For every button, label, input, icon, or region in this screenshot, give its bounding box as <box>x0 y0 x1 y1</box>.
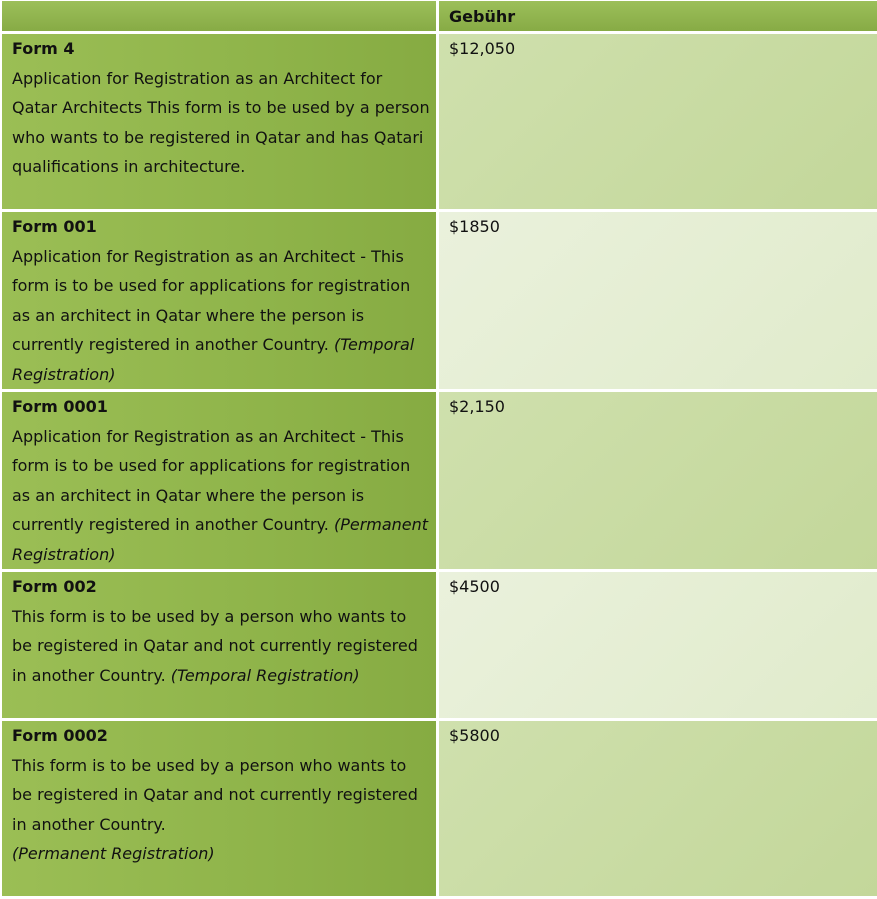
registration-note: (Permanent Registration) <box>12 844 215 863</box>
fee-cell: $12,050 <box>439 34 877 209</box>
description-text: This form is to be used by a person who wants to be registered in Qatar and not currently registered in another Country. <box>12 755 418 834</box>
form-description <box>12 602 430 691</box>
description-text: Application for Registration as an Architect - This form is to be used for applications for registration as an architect in Qatar where the person is currently registered in another Country. <box>12 426 411 534</box>
description-text: Application for Registration as an Architect for Qatar Architects This form is to be used by a person who wants to be registered in Qatar and has Qatari qualifications in architecture. <box>12 68 430 176</box>
fee-cell: $1850 <box>439 212 877 389</box>
description-text: Application for Registration as an Architect - This form is to be used for applications for registration as an architect in Qatar where the person is currently registered in another Country. <box>12 246 411 354</box>
registration-note: (Permanent Registration) <box>12 515 429 564</box>
table-row <box>2 212 877 389</box>
fee-cell: $5800 <box>439 721 877 896</box>
form-cell <box>2 34 436 209</box>
form-column-header <box>2 1 436 31</box>
form-name: Form 0001 <box>12 397 108 416</box>
form-cell <box>2 392 436 569</box>
table-row <box>2 572 877 718</box>
table-row <box>2 392 877 569</box>
form-name: Form 4 <box>12 39 75 58</box>
form-description <box>12 751 430 869</box>
form-name: Form 001 <box>12 217 97 236</box>
form-name: Form 002 <box>12 577 97 596</box>
fee-column-header: Gebühr <box>439 1 877 31</box>
form-cell <box>2 212 436 389</box>
header-row <box>2 1 877 31</box>
form-cell <box>2 721 436 896</box>
table-row <box>2 34 877 209</box>
fee-cell: $4500 <box>439 572 877 718</box>
form-cell <box>2 572 436 718</box>
form-description <box>12 422 430 570</box>
form-description <box>12 64 430 182</box>
table-row <box>2 721 877 896</box>
description-text: This form is to be used by a person who wants to be registered in Qatar and not currently registered in another Country. <box>12 606 418 685</box>
registration-note: (Temporal Registration) <box>170 665 360 685</box>
registration-note: (Temporal Registration) <box>12 335 415 384</box>
form-name: Form 0002 <box>12 726 108 745</box>
fee-cell: $2,150 <box>439 392 877 569</box>
form-description <box>12 242 430 390</box>
